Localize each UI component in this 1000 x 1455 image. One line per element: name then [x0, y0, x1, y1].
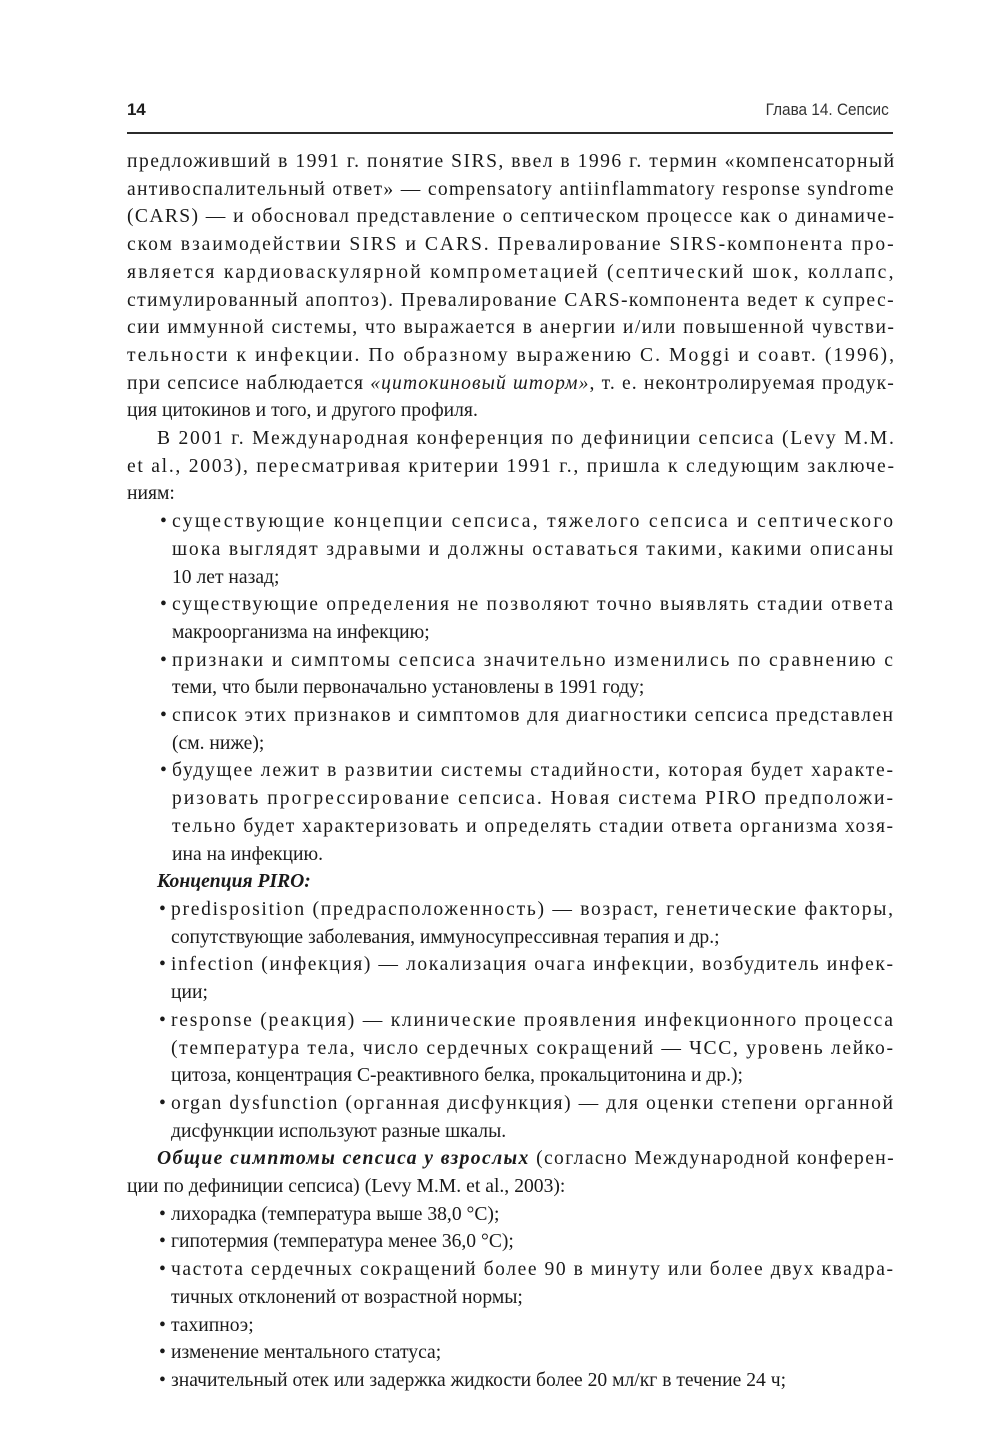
list-item [127, 1201, 893, 1229]
text-line: ция цитокинов и того, и другого профиля. [127, 400, 478, 422]
body-text [127, 148, 896, 1395]
bullet-icon: • [159, 898, 166, 920]
text-line: будущее лежит в развитии системы стадийности, которая будет характе- [172, 760, 895, 782]
text-line-with-italic [127, 370, 893, 398]
text-line: et al., 2003), пересматривая критерии 1991 г., пришла к следующим заключе- [127, 455, 896, 477]
text-line: (температура тела, число сердечных сокращений — ЧСС, уровень лейко- [171, 1037, 895, 1059]
list-item [127, 591, 893, 646]
text-line: 10 лет назад; [172, 566, 280, 588]
text-line: значительный отек или задержка жидкости более 20 мл/кг в течение 24 ч; [171, 1369, 787, 1391]
paragraph-2001-conference [127, 425, 896, 508]
symptoms-lead-in: Общие симптомы сепсиса у взрослых [157, 1148, 530, 1170]
text-line: ции; [171, 982, 208, 1004]
italic-term: «цитокиновый шторм» [370, 372, 590, 394]
bullet-icon: • [160, 511, 167, 533]
bullet-icon: • [160, 760, 167, 782]
text-line: predisposition (предрасположенность) — возраст, генетические факторы, [171, 898, 895, 920]
list-item [127, 1312, 893, 1340]
bullet-icon: • [159, 1231, 166, 1253]
text-line: частота сердечных сокращений более 90 в минуту или более двух квадра- [171, 1259, 895, 1281]
text-line: (см. ниже); [172, 732, 265, 754]
list-item [127, 896, 893, 951]
text-line: гипотермия (температура менее 36,0 °C); [171, 1231, 514, 1253]
list-item [127, 1367, 893, 1395]
text-line: список этих признаков и симптомов для диагностики сепсиса представлен [172, 705, 895, 727]
list-item [127, 1007, 893, 1090]
text-line: ниям: [127, 483, 175, 505]
list-symptoms [127, 1201, 893, 1395]
text-line: сии иммунной системы, что выражается в анергии и/или повышенной чувстви- [127, 317, 896, 339]
text-run: (согласно Международной конферен- [529, 1148, 896, 1170]
bullet-icon: • [159, 954, 166, 976]
text-line-with-heading [127, 1145, 896, 1173]
text-line: (CARS) — и обосновал представление о септическом процессе как о динамиче- [127, 206, 896, 228]
text-line: тахипноэ; [171, 1314, 254, 1336]
text-run: , т. е. неконтролируемая продук- [589, 372, 895, 394]
text-line: цитоза, концентрация С-реактивного белка, прокальцитонина и др.); [171, 1065, 743, 1087]
list-item [127, 1339, 893, 1367]
text-line: является кардиоваскулярной компрометацией (септический шок, коллапс, [127, 261, 896, 283]
text-line: ском взаимодействии SIRS и CARS. Превалирование SIRS-компонента про- [127, 234, 896, 256]
bullet-icon: • [159, 1314, 166, 1336]
list-item [127, 1228, 893, 1256]
text-line: предложивший в 1991 г. понятие SIRS, ввел в 1996 г. термин «компенсаторный [127, 151, 896, 172]
text-line: существующие определения не позволяют точно выявлять стадии ответа [172, 594, 895, 616]
text-line: макроорганизма на инфекцию; [172, 621, 430, 643]
list-item [127, 702, 893, 757]
text-line: изменение ментального статуса; [171, 1342, 442, 1364]
bullet-icon: • [159, 1092, 166, 1114]
bullet-icon: • [160, 594, 167, 616]
list-item [127, 647, 893, 702]
text-line: ина на инфекцию. [172, 843, 324, 865]
text-line: ции по дефиниции сепсиса) (Levy M.M. et al., 2003): [127, 1176, 566, 1198]
list-item [127, 757, 893, 868]
list-piro [127, 896, 893, 1145]
text-line: шока выглядят здравыми и должны оставаться такими, какими описаны [172, 538, 895, 560]
chapter-title: Глава 14. Сепсис [765, 101, 889, 119]
text-line: сопутствующие заболевания, иммуносупрессивная терапия и др.; [171, 926, 720, 948]
text-line: стимулированный апоптоз). Превалирование CARS-компонента ведет к супрес- [127, 289, 895, 311]
list-item [127, 951, 893, 1006]
text-line: теми, что были первоначально установлены в 1991 году; [172, 677, 645, 699]
text-line: существующие концепции сепсиса, тяжелого сепсиса и септического [172, 511, 896, 533]
paragraph-continuation [127, 148, 896, 425]
bullet-icon: • [159, 1369, 166, 1391]
bullet-icon: • [159, 1009, 166, 1031]
bullet-icon: • [159, 1342, 166, 1364]
text-line: тельно будет характеризовать и определять стадии ответа организма хозя- [172, 815, 895, 837]
text-line: признаки и симптомы сепсиса значительно изменились по сравнению с [172, 649, 895, 671]
piro-heading: Концепция PIRO: [157, 871, 311, 893]
page-number: 14 [127, 100, 146, 119]
list-item [127, 508, 896, 591]
paragraph-symptoms-intro [127, 1145, 896, 1200]
text-line: антивоспалительный ответ» — compensatory antiinflammatory response syndrome [127, 178, 895, 200]
bullet-icon: • [159, 1259, 166, 1281]
bullet-icon: • [160, 649, 167, 671]
list-item [127, 1090, 893, 1145]
header-divider [127, 132, 893, 134]
bullet-icon: • [160, 705, 167, 727]
text-line: лихорадка (температура выше 38,0 °C); [171, 1203, 500, 1225]
text-line: В 2001 г. Международная конференция по дефиниции сепсиса (Levy M.M. [157, 428, 896, 450]
running-head [127, 100, 893, 134]
list-item [127, 1256, 893, 1311]
bullet-icon: • [159, 1203, 166, 1225]
text-line: тичных отклонений от возрастной нормы; [171, 1286, 523, 1308]
text-run: при сепсисе наблюдается [127, 372, 371, 394]
text-line: organ dysfunction (органная дисфункция) — для оценки степени органной [171, 1092, 895, 1114]
text-line: response (реакция) — клинические проявления инфекционного процесса [171, 1009, 895, 1031]
text-line: infection (инфекция) — локализация очага инфекции, возбудитель инфек- [171, 954, 895, 976]
text-line: дисфункции используют разные шкалы. [171, 1120, 507, 1142]
list-conclusions [127, 508, 896, 868]
text-line: тельности к инфекции. По образному выражению C. Moggi и соавт. (1996), [127, 344, 896, 366]
text-line: ризовать прогрессирование сепсиса. Новая система PIRO предположи- [172, 788, 895, 810]
